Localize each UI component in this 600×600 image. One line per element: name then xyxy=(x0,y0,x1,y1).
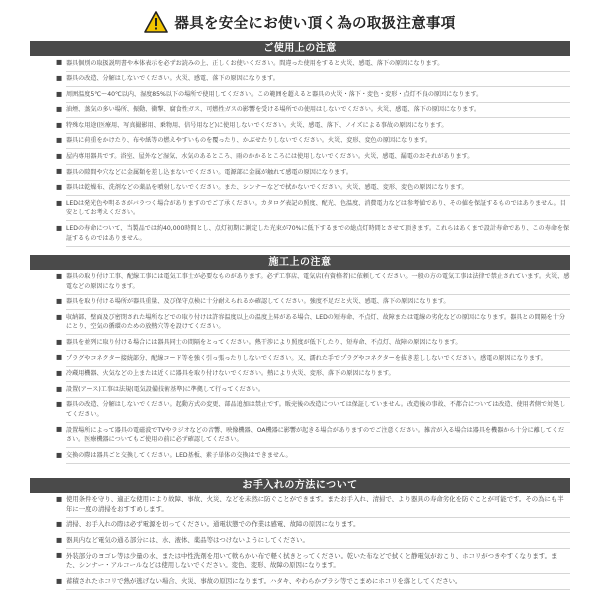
section-heading: お手入れの方法について xyxy=(30,478,570,493)
item-text: 冷蔵用機器、火気などの上または近くに器具を取り付けないでください。熱により火災、変形、落下の原因になります。 xyxy=(66,370,395,378)
bullet-icon: ■ xyxy=(56,151,63,160)
precaution-list xyxy=(0,56,600,247)
bullet-icon: ■ xyxy=(56,450,63,459)
bullet-icon: ■ xyxy=(56,297,63,306)
list-item xyxy=(56,134,570,150)
list-item xyxy=(56,533,570,549)
list-item xyxy=(56,221,570,246)
list-item xyxy=(56,72,570,88)
list-item xyxy=(56,103,570,119)
item-text: 収納部、壁面及び密閉された場所などでの取り付けは許容温度以上の温度上昇がある場合、LEDの短寿命、不点灯、故障または電線の劣化などの原因になります。器具との間隔を十分にとり、空気の循環のための放熱穴等を設けてください。 xyxy=(66,313,565,331)
item-text: 設置場所によって器具の電磁波でTVやラジオなどの音響、映像機器、OA機器に影響が起きる場合がありますのでご注意ください。雑音が入る場合は器具を機器から十分に離してください。医療機器についてもご使用の前に必ず確認してください。 xyxy=(66,426,565,444)
list-item xyxy=(56,335,570,351)
bullet-icon: ■ xyxy=(56,520,63,529)
item-text: 油煙、蒸気の多い場所、振動、衝撃、腐食性ガス、可燃性ガスの影響を受ける場所での使用はしないでください。火災、感電、落下の原因になります。 xyxy=(66,106,481,114)
bullet-icon: ■ xyxy=(56,535,63,544)
section-heading: 施工上の注意 xyxy=(30,255,570,270)
list-item xyxy=(56,181,570,197)
bullet-icon: ■ xyxy=(56,337,63,346)
list-item xyxy=(56,448,570,464)
list-item xyxy=(56,549,570,574)
item-text: 蓄積されたホコリで熱が逃げない場合、火災、事故の原因になります。ハタキ、やわらかブラシ等でこまめにホコリを落としてください。 xyxy=(66,576,462,585)
list-item xyxy=(56,493,570,518)
bullet-icon: ■ xyxy=(56,312,63,321)
item-text: 器具個別の取扱説明書や本体表示を必ずお読みの上、正しくお使いください。間違った使用をすると火災、感電、落下の原因になります。 xyxy=(66,59,444,67)
list-item xyxy=(56,351,570,367)
item-text: 器具は乾燥布、洗剤などの薬品を噴射しないでください。また、シンナーなどで拭かないでください。火災、感電、変形、変色の原因になります。 xyxy=(66,184,468,192)
item-text: 特殊な用途(医療用、写真撮影用、乗物用、信号用など)に使用しないでください。火災、感電、落下、ノイズによる事故の原因になります。 xyxy=(66,121,448,129)
bullet-icon: ■ xyxy=(56,425,63,434)
bullet-icon: ■ xyxy=(56,369,63,378)
usage-precautions-section xyxy=(0,41,600,247)
section-heading: ご使用上の注意 xyxy=(30,41,570,56)
bullet-icon: ■ xyxy=(56,551,63,560)
bullet-icon: ■ xyxy=(56,73,63,82)
item-text: 器具に荷重をかけたり、布や紙等の燃えやすいものを覆ったり、かぶせたりしないでください。火災、変形、変色の原因になります。 xyxy=(66,137,432,145)
list-item xyxy=(56,295,570,311)
bullet-icon: ■ xyxy=(56,384,63,393)
document-title xyxy=(0,0,600,38)
care-list xyxy=(0,493,600,590)
item-text: 器具を並列に取り付ける場合には器具同士の間隔をとってください。熱干渉により照度が低下したり、短寿命、不点灯、故障の原因になります。 xyxy=(66,339,462,347)
list-item xyxy=(56,270,570,295)
list-item xyxy=(56,574,570,590)
item-text: プラグやコネクター接続部分、配線コード等を強く引っ張ったりしないでください。又、濡れた手でプラグやコネクターを抜き差ししないでください。感電の原因になります。 xyxy=(66,354,547,362)
list-item xyxy=(56,398,570,423)
item-text: 器具内など電気の通る部分には、水、液体、薬品等はつけないようにしてください。 xyxy=(66,536,309,545)
precaution-list xyxy=(0,270,600,464)
bullet-icon: ■ xyxy=(56,576,63,585)
item-text: LEDの寿命について、当製品では約40,000時間とし、点灯初期に測定した光束が70%に低下するまでの総点灯時間とさせて頂きます。これらはあくまで設計寿命であり、この寿命を保証するものではありません。 xyxy=(66,224,570,242)
bullet-icon: ■ xyxy=(56,198,63,207)
bullet-icon: ■ xyxy=(56,271,63,280)
bullet-icon: ■ xyxy=(56,167,63,176)
bullet-icon: ■ xyxy=(56,136,63,145)
warning-icon xyxy=(144,11,168,33)
list-item xyxy=(56,382,570,398)
item-text: 屋内専用器具です。浴室、屋外など湿気、水気のあるところ、雨のかかるところには使用しないでください。火災、感電、漏電のおそれがあります。 xyxy=(66,153,474,161)
bullet-icon: ■ xyxy=(56,89,63,98)
bullet-icon: ■ xyxy=(56,400,63,409)
list-item xyxy=(56,149,570,165)
list-item xyxy=(56,165,570,181)
bullet-icon: ■ xyxy=(56,183,63,192)
item-text: 器具を取り付ける場所が器具重量、及び保守点検に十分耐えられるか確認してください。強度不足だと火災、感電、落下の原因になります。 xyxy=(66,298,450,306)
list-item xyxy=(56,423,570,448)
bullet-icon: ■ xyxy=(56,223,63,232)
item-text: 器具の隙間や穴などに金属類を差し込まないでください。電源部に金属が触れて感電の原因になります。 xyxy=(66,168,352,176)
item-text: 使用条件を守り、適正な使用により故障、事故、火災、などを未然に防ぐことができます。またお手入れ、清掃で、より器具の寿命劣化を防ぐことが可能です。その為にも半年に一度の清掃をおすすめします。 xyxy=(66,495,564,513)
care-instructions-section xyxy=(0,478,600,590)
list-item xyxy=(56,196,570,221)
bullet-icon: ■ xyxy=(56,105,63,114)
item-text: 清掃、お手入れの際は必ず電源を切ってください。通電状態での作業は感電、故障の原因になります。 xyxy=(66,520,360,529)
item-text: 器具の改造、分解はしないでください。起動方式の変更、部品追加は禁止です。販売後の改造については保証していません。改造後の事故、不都合については改造、使用者側で対処してください。 xyxy=(66,401,566,418)
bullet-icon: ■ xyxy=(56,495,63,504)
bullet-icon: ■ xyxy=(56,353,63,362)
list-item xyxy=(56,310,570,335)
bullet-icon: ■ xyxy=(56,58,63,67)
list-item xyxy=(56,118,570,134)
item-text: 器具の改造、分解はしないでください。火災、感電、落下の原因になります。 xyxy=(66,75,279,83)
item-text: 器具の取り付け工事、配線工事には電気工事士が必要なものがあります。必ず工事店、電気店(有資格者)に依頼してください。一般の方の電気工事は法律で禁止されています。火災、感電などの原因になります。 xyxy=(66,273,570,290)
list-item xyxy=(56,367,570,383)
list-item xyxy=(56,56,570,72)
installation-precautions-section xyxy=(0,255,600,464)
item-text: 周囲温度5℃～40℃以内、湿度85%以下の場所で使用してください。この範囲を超えると器具の火災・落下・変色・変形・点灯不良の原因になります。 xyxy=(66,90,483,98)
item-text: 外装部分のヨゴレ等は少量の水、または中性洗剤を用いて軟らかい布で軽く拭きとってください。乾いた布などで拭くと静電気がおこり、ホコリがつきやすくなります。また、シンナー・アルコールなどは使用しないでください。変色、変形、故障の原因になります。 xyxy=(66,551,558,570)
item-text: 交換の際は器具ごと交換してください。LED基板、素子単体の交換はできません。 xyxy=(66,451,292,459)
item-text: LEDは発光色や明るさがバラつく場合がありますのでご了承ください。カタログ表記の照度、配光、色温度、消費電力などは参考値であり、その値を保証するものではありません。目安としてお考えください。 xyxy=(66,199,566,217)
list-item xyxy=(56,518,570,534)
bullet-icon: ■ xyxy=(56,120,63,129)
list-item xyxy=(56,87,570,103)
title-text: 器具を安全にお使い頂く為の取扱注意事項 xyxy=(174,15,456,32)
item-text: 設置(アース)工事は法規(電気設備技術基準)に準拠して行ってください。 xyxy=(66,385,264,393)
